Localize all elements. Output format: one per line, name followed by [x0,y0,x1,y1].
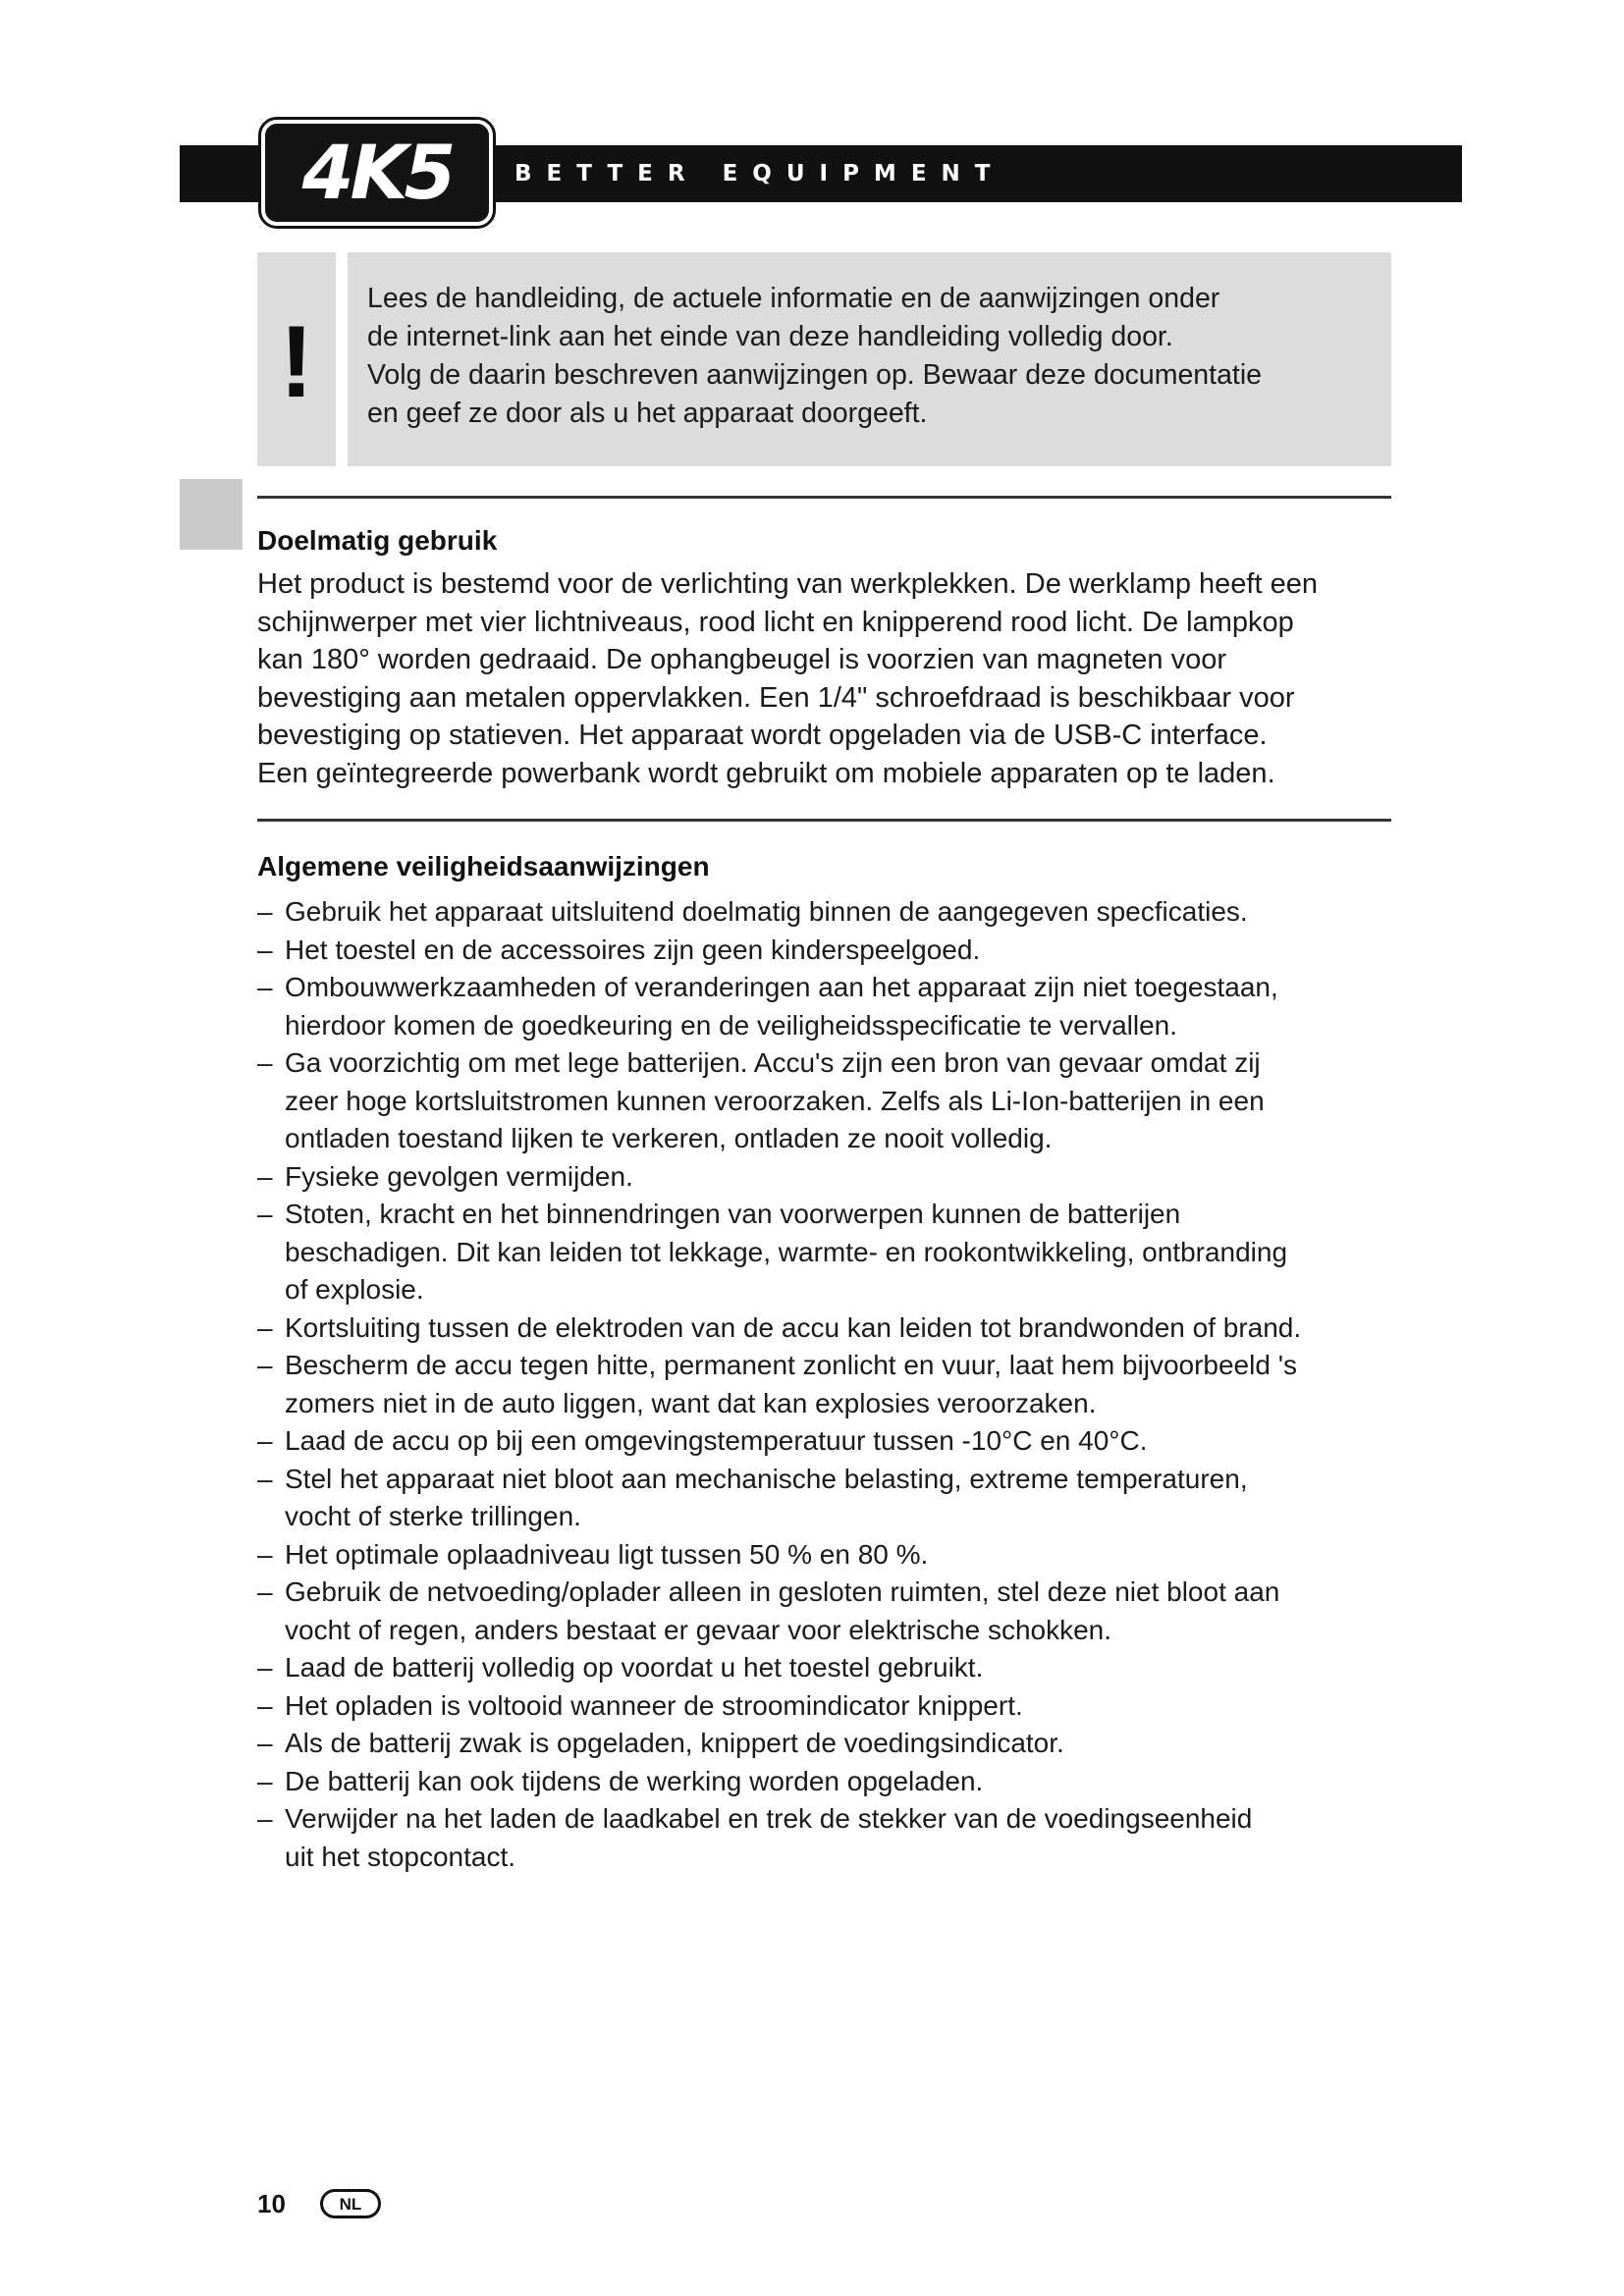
list-item-line: Het toestel en de accessoires zijn geen kinderspeelgoed. [285,934,981,965]
list-item [257,1800,1396,1876]
brand-tagline: BETTER EQUIPMENT [514,161,1005,187]
page-number: 10 [257,2189,286,2218]
list-dash: – [257,1199,273,1229]
list-item [257,1687,1396,1726]
notice-text [367,280,1379,433]
section-divider [257,496,1391,499]
list-item-line: Stoten, kracht en het binnendringen van voorwerpen kunnen de batterijen [285,1199,1181,1229]
warning-panel [257,252,336,466]
list-dash: – [257,1652,273,1682]
list-item-line: Verwijder na het laden de laadkabel en trek de stekker van de voedingseenheid [285,1803,1253,1834]
list-item-line: Laad de accu op bij een omgevingstemperatuur tussen -10°C en 40°C. [285,1425,1148,1456]
list-item [257,1309,1396,1348]
notice-line: de internet-link aan het einde van deze handleiding volledig door. [367,321,1173,352]
list-dash: – [257,1425,273,1456]
list-item [257,1461,1396,1536]
intended-use-heading: Doelmatig gebruik [257,525,498,556]
list-item-line: ontladen toestand lijken te verkeren, ontladen ze nooit volledig. [285,1123,1053,1153]
list-dash: – [257,896,273,927]
paragraph-line: Het product is bestemd voor de verlichting van werkplekken. De werklamp heeft een [257,568,1318,600]
intended-use-text [257,565,1396,792]
list-item [257,893,1396,932]
list-item-line: Fysieke gevolgen vermijden. [285,1160,633,1192]
paragraph-line: kan 180° worden gedraaid. De ophangbeugel is voorzien van magneten voor [257,644,1226,675]
list-item-line: Het optimale oplaadniveau ligt tussen 50 % en 80 %. [285,1538,929,1570]
list-item [257,969,1396,1044]
list-dash: – [257,972,273,1002]
list-item [257,1536,1396,1575]
list-item-line: Gebruik het apparaat uitsluitend doelmatig binnen de aangegeven specficaties. [285,896,1248,927]
list-item-line: of explosie. [285,1274,424,1305]
list-item [257,1763,1396,1801]
list-item-line: zomers niet in de auto liggen, want dat kan explosies veroorzaken. [285,1387,1097,1418]
list-item-line: Stel het apparaat niet bloot aan mechanische belasting, extreme temperaturen, [285,1463,1248,1494]
list-item-line: uit het stopcontact. [285,1841,516,1872]
list-dash: – [257,1803,273,1834]
list-item-line: vocht of regen, anders bestaat er gevaar voor elektrische schokken. [285,1614,1112,1645]
paragraph-line: Een geïntegreerde powerbank wordt gebruikt om mobiele apparaten op te laden. [257,757,1275,789]
brand-logo [261,120,493,226]
list-item [257,1649,1396,1687]
list-item [257,1347,1396,1422]
safety-list [257,893,1396,1876]
list-item-line: De batterij kan ook tijdens de werking worden opgeladen. [285,1765,984,1796]
paragraph-line: schijnwerper met vier lichtniveaus, rood licht en knipperend rood licht. De lampkop [257,606,1294,638]
notice-line: en geef ze door als u het apparaat doorgeeft. [367,398,928,429]
list-dash: – [257,1350,273,1380]
list-item [257,932,1396,970]
list-item [257,1422,1396,1461]
list-item [257,1725,1396,1763]
list-dash: – [257,1689,273,1721]
list-item-line: hierdoor komen de goedkeuring en de veiligheidsspecificatie te vervallen. [285,1009,1178,1041]
language-code: NL [339,2194,362,2214]
list-item-line: Laad de batterij volledig op voordat u het toestel gebruikt. [285,1652,984,1682]
list-item [257,1574,1396,1649]
section-divider [257,819,1391,822]
list-dash: – [257,1576,273,1607]
list-item-line: Kortsluiting tussen de elektroden van de accu kan leiden tot brandwonden of brand. [285,1311,1302,1343]
notice-line: Lees de handleiding, de actuele informatie en de aanwijzingen onder [367,283,1220,314]
list-item-line: Het opladen is voltooid wanneer de stroomindicator knippert. [285,1689,1023,1721]
list-item-line: Als de batterij zwak is opgeladen, knippert de voedingsindicator. [285,1728,1064,1758]
list-item-line: vocht of sterke trillingen. [285,1501,581,1531]
list-dash: – [257,1728,273,1758]
safety-heading: Algemene veiligheidsaanwijzingen [257,851,710,881]
list-item-line: Bescherm de accu tegen hitte, permanent zonlicht en vuur, laat hem bijvoorbeeld 's [285,1350,1298,1380]
language-badge [320,2189,381,2218]
list-item-line: zeer hoge kortsluitstromen kunnen veroorzaken. Zelfs als Li-Ion-batterijen in een [285,1085,1265,1116]
list-item-line: Ga voorzichtig om met lege batterijen. Accu's zijn een bron van gevaar omdat zij [285,1047,1261,1078]
list-dash: – [257,1463,273,1494]
notice-box [348,252,1391,466]
list-item [257,1158,1396,1197]
list-dash: – [257,934,273,965]
paragraph-line: bevestiging op statieven. Het apparaat wordt opgeladen via de USB-C interface. [257,720,1268,751]
section-marker [180,479,243,550]
logo-text: 4K5 [301,129,453,216]
list-item [257,1044,1396,1158]
exclamation-icon: ! [279,305,314,419]
list-item-line: beschadigen. Dit kan leiden tot lekkage, warmte- en rookontwikkeling, ontbranding [285,1236,1288,1267]
list-dash: – [257,1311,273,1343]
notice-line: Volg de daarin beschreven aanwijzingen op. Bewaar deze documentatie [367,359,1263,391]
list-dash: – [257,1538,273,1570]
list-item-line: Ombouwwerkzaamheden of veranderingen aan het apparaat zijn niet toegestaan, [285,972,1278,1002]
list-item [257,1196,1396,1309]
paragraph-line: bevestiging aan metalen oppervlakken. Een 1/4" schroefdraad is beschikbaar voor [257,681,1295,714]
list-dash: – [257,1047,273,1078]
list-dash: – [257,1160,273,1192]
list-dash: – [257,1765,273,1796]
list-item-line: Gebruik de netvoeding/oplader alleen in gesloten ruimten, stel deze niet bloot aan [285,1576,1280,1607]
